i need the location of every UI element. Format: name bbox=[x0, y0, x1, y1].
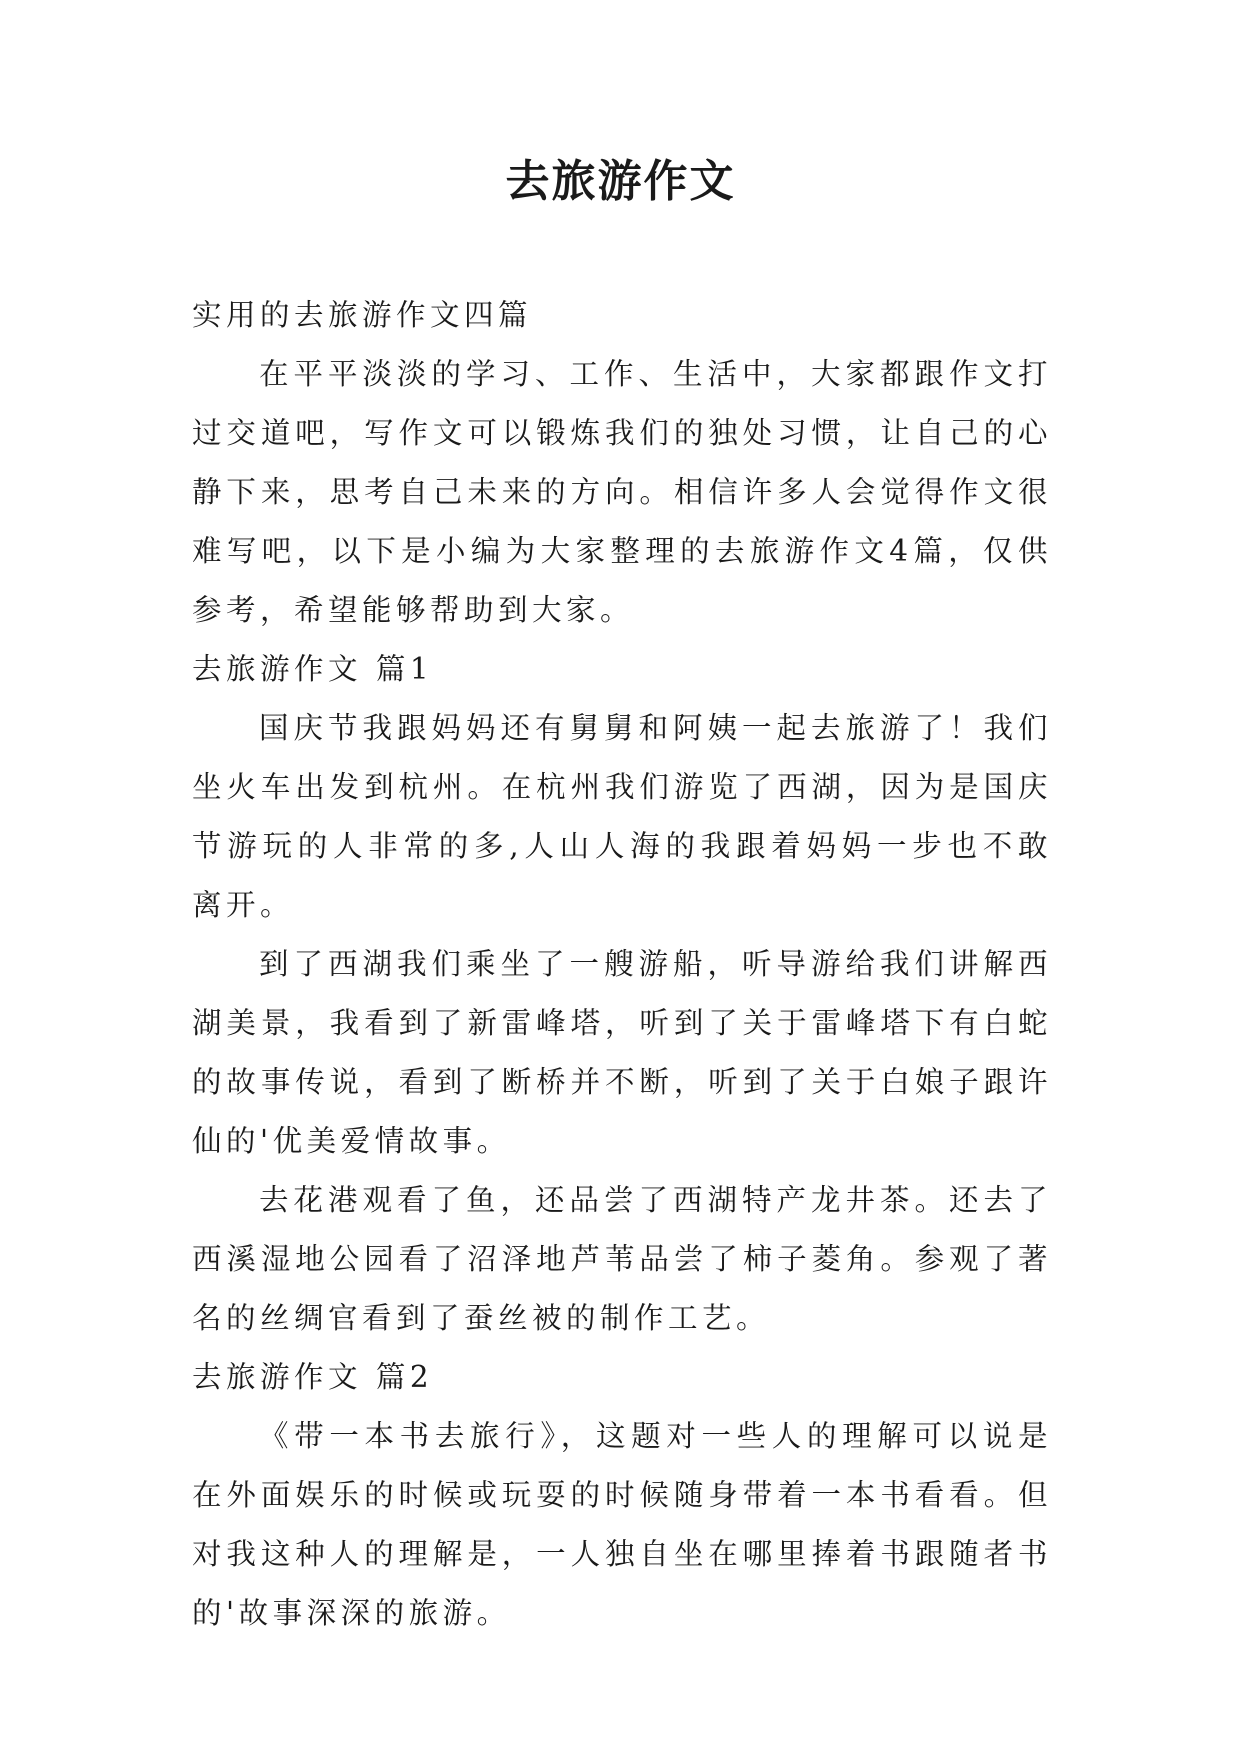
section-1-paragraph-1: 国庆节我跟妈妈还有舅舅和阿姨一起去旅游了！我们坐火车出发到杭州。在杭州我们游览了西湖，因为是国庆节游玩的人非常的多,人山人海的我跟着妈妈一步也不敢离开。 bbox=[192, 711, 1052, 922]
section-1-paragraph-2: 到了西湖我们乘坐了一艘游船，听导游给我们讲解西湖美景，我看到了新雷峰塔，听到了关于雷峰塔下有白蛇的故事传说，看到了断桥并不断，听到了关于白娘子跟许仙的'优美爱情故事。 bbox=[192, 947, 1052, 1158]
document-title: 去旅游作文 bbox=[505, 156, 736, 207]
document-subtitle: 实用的去旅游作文四篇 bbox=[192, 298, 533, 332]
section-heading-2: 去旅游作文 篇2 bbox=[192, 1360, 434, 1394]
section-heading-1: 去旅游作文 篇1 bbox=[192, 652, 434, 686]
document-body bbox=[192, 286, 1052, 1643]
section-1-paragraph-3: 去花港观看了鱼，还品尝了西湖特产龙井茶。还去了西溪湿地公园看了沼泽地芦苇品尝了柿子菱角。参观了著名的丝绸官看到了蚕丝被的制作工艺。 bbox=[192, 1183, 1052, 1335]
section-2-paragraph-1: 《带一本书去旅行》，这题对一些人的理解可以说是在外面娱乐的时候或玩耍的时候随身带着一本书看看。但对我这种人的理解是，一人独自坐在哪里捧着书跟随者书的'故事深深的旅游。 bbox=[192, 1419, 1052, 1630]
intro-paragraph: 在平平淡淡的学习、工作、生活中，大家都跟作文打过交道吧，写作文可以锻炼我们的独处习惯，让自己的心静下来，思考自己未来的方向。相信许多人会觉得作文很难写吧，以下是小编为大家整理的去旅游作文4篇，仅供参考，希望能够帮助到大家。 bbox=[192, 357, 1052, 627]
